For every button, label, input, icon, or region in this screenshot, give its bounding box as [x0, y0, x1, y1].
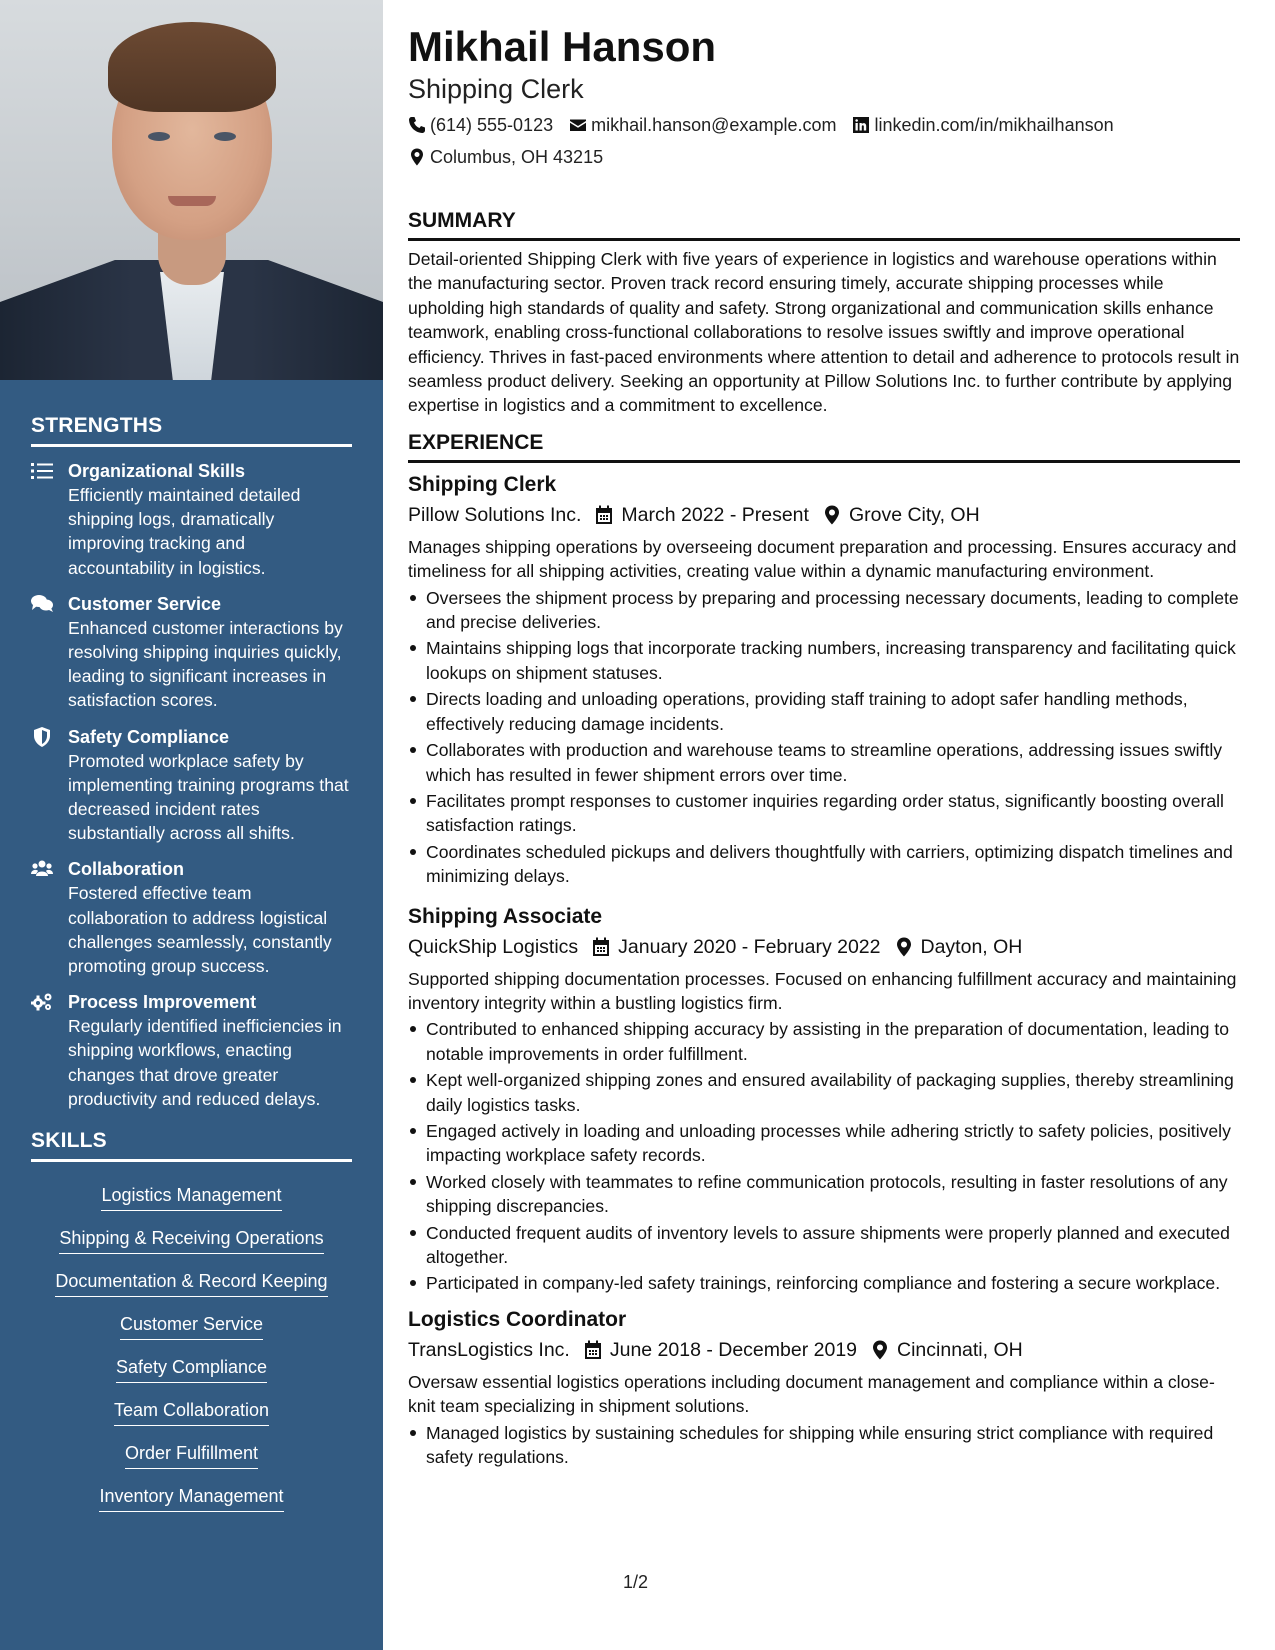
strength-title: Safety Compliance — [68, 726, 230, 747]
job-role: Shipping Clerk — [408, 472, 557, 496]
users-icon — [31, 857, 68, 978]
main-content — [408, 22, 1240, 1471]
strengths-list — [31, 459, 352, 1111]
strength-description: Regularly identified inefficiencies in shipping workflows, enacting changes that drove greater productivity and reduced delays. — [68, 1016, 342, 1109]
sidebar — [0, 0, 383, 1650]
job-location: Dayton, OH — [920, 935, 1023, 958]
job-bullets — [408, 1017, 1240, 1295]
job-meta — [408, 501, 1240, 529]
strength-description: Fostered effective team collaboration to address logistical challenges seamlessly, constantly promoting group success. — [68, 883, 332, 977]
experience-section — [408, 430, 1240, 1470]
list-icon — [31, 459, 68, 580]
comments-icon — [31, 592, 68, 713]
job-company: TransLogistics Inc. — [408, 1338, 570, 1361]
strength-item — [31, 725, 352, 846]
job-entry — [408, 903, 1240, 1296]
job-role: Logistics Coordinator — [408, 1307, 627, 1331]
strength-description: Enhanced customer interactions by resolving shipping inquiries quickly, leading to significant increases in satisfaction scores. — [68, 617, 343, 711]
job-bullet: Conducted frequent audits of inventory levels to assure shipments were properly planned and executed altogether. — [408, 1221, 1240, 1270]
job-meta — [408, 933, 1240, 961]
job-role: Shipping Associate — [408, 904, 603, 928]
job-description: Oversaw essential logistics operations including document management and compliance within a close-knit team specializing in shipment solutions. — [408, 1371, 1215, 1417]
job-bullet: Participated in company-led safety trainings, reinforcing compliance and fostering a secure workplace. — [408, 1271, 1240, 1295]
candidate-name: Mikhail Hanson — [408, 23, 717, 70]
calendar-icon — [592, 937, 610, 957]
job-dates: June 2018 - December 2019 — [609, 1338, 858, 1361]
phone-contact[interactable] — [408, 114, 553, 136]
map-pin-icon — [895, 937, 913, 957]
experience-heading: EXPERIENCE — [408, 430, 1240, 463]
strength-item — [31, 990, 352, 1111]
skill-item: Logistics Management — [101, 1183, 281, 1211]
phone-icon — [408, 116, 426, 134]
job-company: Pillow Solutions Inc. — [408, 503, 582, 526]
strength-description: Efficiently maintained detailed shipping logs, dramatically improving tracking and accountability in logistics. — [68, 485, 301, 578]
job-company: QuickShip Logistics — [408, 935, 579, 958]
strength-title: Organizational Skills — [68, 461, 246, 481]
job-bullets — [408, 586, 1240, 889]
job-dates: January 2020 - February 2022 — [618, 935, 881, 958]
skill-item: Documentation & Record Keeping — [55, 1269, 327, 1297]
strengths-heading: STRENGTHS — [31, 414, 352, 447]
envelope-icon — [569, 116, 587, 134]
map-pin-icon — [871, 1340, 889, 1360]
calendar-icon — [595, 505, 613, 525]
job-meta — [408, 1336, 1240, 1364]
skills-heading: SKILLS — [31, 1129, 352, 1162]
job-location: Grove City, OH — [848, 503, 980, 526]
job-bullet: Contributed to enhanced shipping accuracy by assisting in the preparation of documentation, leading to notable improvements in order fulfillment. — [408, 1017, 1240, 1066]
summary-heading: SUMMARY — [408, 208, 1240, 241]
linkedin-contact[interactable] — [852, 114, 1113, 136]
job-bullet: Maintains shipping logs that incorporate tracking numbers, increasing transparency and facilitating quick lookups on shipment statuses. — [408, 636, 1240, 685]
job-dates: March 2022 - Present — [621, 503, 809, 526]
job-entry — [408, 1306, 1240, 1470]
job-bullet: Kept well-organized shipping zones and ensured availability of packaging supplies, thereby streamlining daily logistics tasks. — [408, 1068, 1240, 1117]
email-contact[interactable] — [569, 114, 836, 136]
skill-item: Team Collaboration — [114, 1398, 269, 1426]
job-description: Manages shipping operations by overseeing document preparation and processing. Ensures accuracy and timeliness for all shipping activities, creating value within a dynamic manufacturing environment. — [408, 536, 1237, 582]
contact-info — [408, 114, 1240, 178]
shield-icon — [31, 725, 68, 846]
summary-section — [408, 208, 1240, 418]
map-pin-icon — [408, 148, 426, 166]
job-bullet: Facilitates prompt responses to customer inquiries regarding order status, significantly boosting overall satisfaction ratings. — [408, 789, 1240, 838]
map-pin-icon — [823, 505, 841, 525]
skills-list — [31, 1168, 352, 1512]
skill-item: Inventory Management — [99, 1484, 283, 1512]
skill-item: Safety Compliance — [116, 1355, 267, 1383]
job-bullet: Collaborates with production and warehouse teams to streamline operations, addressing issues swiftly which has resulted in fewer shipment errors over time. — [408, 738, 1240, 787]
skill-item: Order Fulfillment — [125, 1441, 258, 1469]
job-description: Supported shipping documentation processes. Focused on enhancing fulfillment accuracy and maintaining inventory integrity within a bustling logistics firm. — [408, 968, 1237, 1013]
skill-item: Shipping & Receiving Operations — [59, 1226, 323, 1254]
linkedin-icon — [852, 116, 870, 134]
job-bullet: Engaged actively in loading and unloading processes while adhering strictly to safety policies, positively impacting workplace safety records. — [408, 1119, 1240, 1168]
strength-item — [31, 857, 352, 978]
email-address: mikhail.hanson@example.com — [591, 115, 837, 135]
job-bullet: Worked closely with teammates to refine communication protocols, resulting in faster resolutions of any shipping discrepancies. — [408, 1170, 1240, 1219]
skill-item: Customer Service — [120, 1312, 263, 1340]
candidate-title: Shipping Clerk — [408, 74, 584, 104]
calendar-icon — [584, 1340, 602, 1360]
job-bullet: Managed logistics by sustaining schedules for shipping while ensuring strict compliance with required safety regulations. — [408, 1421, 1240, 1470]
job-bullet: Coordinates scheduled pickups and delivers thoughtfully with carriers, optimizing dispatch timelines and minimizing delays. — [408, 840, 1240, 889]
linkedin-url: linkedin.com/in/mikhailhanson — [874, 115, 1114, 135]
strength-title: Collaboration — [68, 859, 184, 880]
strength-item — [31, 592, 352, 713]
job-bullet: Oversees the shipment process by preparing and processing necessary documents, leading to complete and precise deliveries. — [408, 586, 1240, 635]
job-location: Cincinnati, OH — [897, 1338, 1023, 1361]
location-contact — [408, 146, 603, 168]
page-number: 1/2 — [623, 1572, 649, 1592]
location-text: Columbus, OH 43215 — [430, 147, 604, 167]
job-bullets — [408, 1421, 1240, 1470]
job-entry — [408, 471, 1240, 889]
strength-title: Process Improvement — [68, 992, 257, 1013]
strength-title: Customer Service — [68, 593, 222, 614]
gears-icon — [31, 990, 68, 1111]
phone-number: (614) 555-0123 — [430, 115, 554, 135]
strength-description: Promoted workplace safety by implementing training programs that decreased incident rates substantially across all shifts. — [68, 750, 349, 844]
job-bullet: Directs loading and unloading operations, providing staff training to adopt safer handling methods, effectively reducing damage incidents. — [408, 687, 1240, 736]
strength-item — [31, 459, 352, 580]
profile-photo — [0, 0, 383, 380]
summary-text: Detail-oriented Shipping Clerk with five years of experience in logistics and warehouse operations within the manufacturing sector. Proven track record ensuring timely, accurate shipping processes while upholding high standards of quality and safety. Strong organizational and communication skills enhance teamwork, enabling cross-functional collaborations to resolve issues swiftly and improve operational efficiency. Thrives in fast-paced environments where attention to detail and adherence to protocols result in seamless product delivery. Seeking an opportunity at Pillow Solutions Inc. to further contribute by applying expertise in logistics and a commitment to excellence. — [408, 249, 1240, 416]
